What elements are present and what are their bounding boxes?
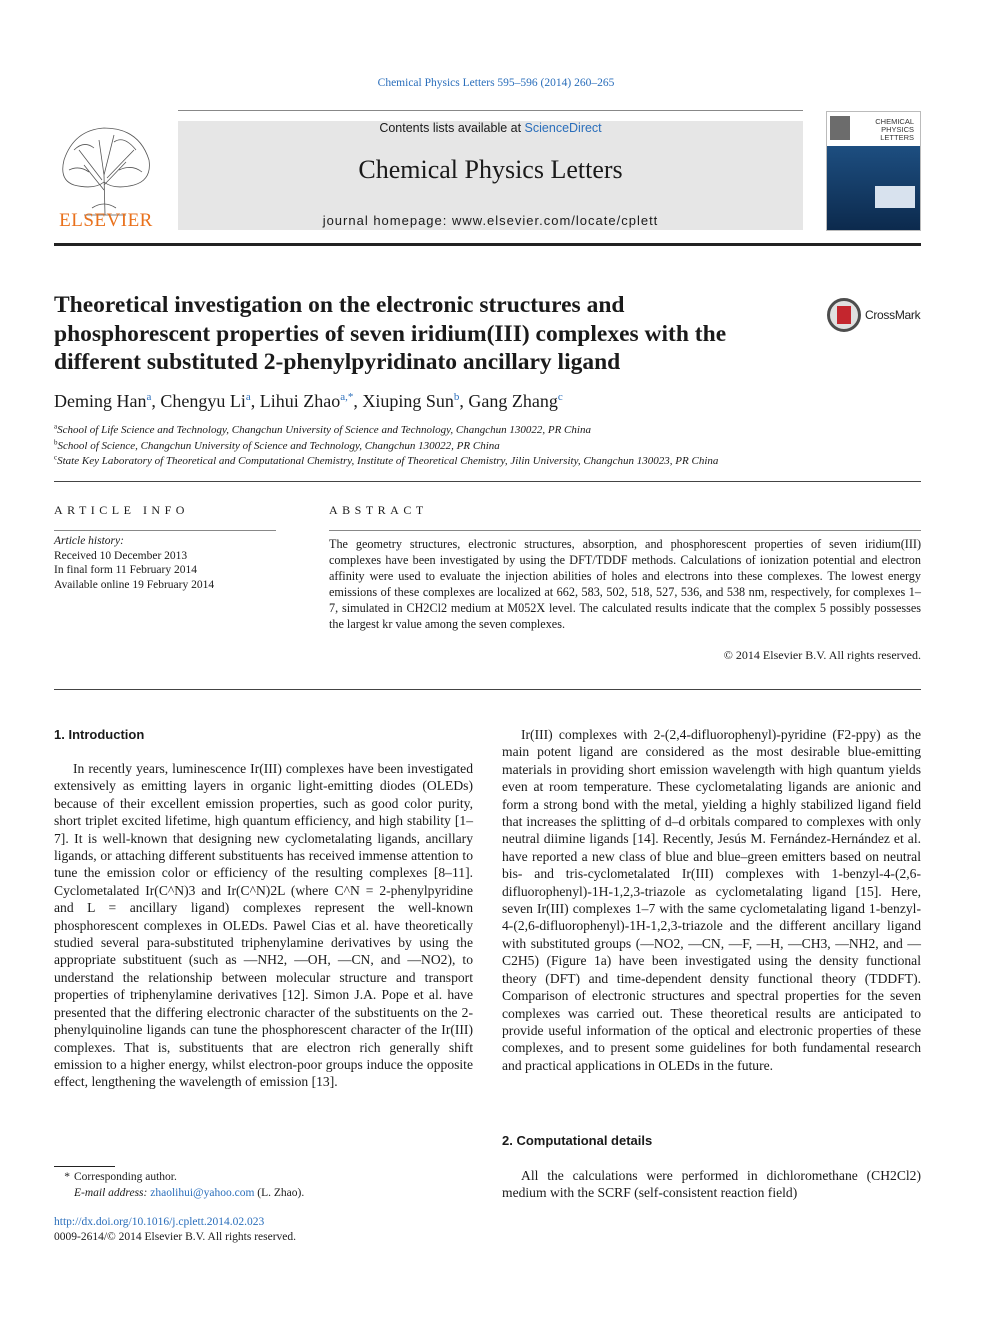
right-column (502, 726, 921, 1074)
abstract-copyright: © 2014 Elsevier B.V. All rights reserved. (723, 648, 921, 662)
affiliation-item (54, 439, 924, 455)
author-affiliation-marker[interactable]: a,* (340, 391, 354, 403)
affiliation-rule (54, 481, 921, 482)
contents-prefix: Contents lists available at (379, 121, 525, 135)
cover-logo-block (830, 116, 850, 140)
title-line: phosphorescent properties of seven iridium(III) complexes with the (54, 320, 727, 347)
doi-link[interactable]: http://dx.doi.org/10.1016/j.cplett.2014.02.023 (54, 1216, 265, 1228)
author-name[interactable]: Gang Zhang (468, 391, 558, 411)
computational-column (502, 1167, 921, 1202)
introduction-paragraph: In recently years, luminescence Ir(III) complexes have been investigated extensively as emitting layers in organic light-emitting diodes (OLEDs) because of their excellent emission properties, such as good color purity, short triplet excited lifetime, high quantum efficiency, and high stability [1–7]. It is well-known that designing new cyclometalating ligands, ancillary ligands, or attaching different substituents has received immense attention to tune the emission color or efficiency of the resulting complexes [8–11]. Cyclometalated Ir(C^N)3 and Ir(C^N)2L (where C^N = 2-phenylpyridine and L = ancillary ligand) complexes represent the well-known phosphorescent complexes in OLEDs. Pawel Cias et al. have theoretically studied several para-substituted triphenylamine derivatives by using the appropriate substituent (such as —NH2, —OH, —CN, and —NO2), to understand the relationship between molecular structure and transport properties of triphenylamine derivatives [12]. Simon J.A. Pope et al. have presented that the differing electronic character of the substituents on the 2-phenylquinoline ligands can tune the phosphorescent character of the Ir(III) complexes. That is, substituents that are electron rich generally shift emission to a higher energy, whilst electron-poor groups induce the opposite effect, lengthening the wavelength of emission [13]. (54, 761, 473, 1090)
affiliation-item (54, 454, 924, 470)
cover-title-line: LETTERS (880, 133, 914, 142)
affiliation-key: a (54, 422, 58, 431)
computational-details-heading: 2. Computational details (502, 1133, 653, 1148)
cover-title-line: PHYSICS (881, 125, 914, 134)
crossmark-badge[interactable] (827, 298, 923, 334)
journal-homepage (178, 213, 803, 228)
header-bottom-rule (54, 243, 921, 246)
author-name[interactable]: Chengyu Li (160, 391, 246, 411)
contents-available-line (178, 121, 803, 135)
abstract-bottom-rule (54, 689, 921, 690)
title-line: Theoretical investigation on the electronic structures and (54, 292, 625, 318)
header-top-rule (178, 110, 803, 111)
affiliation-text: School of Science, Changchun University of Science and Technology, Changchun 130022, PR China (57, 439, 500, 452)
history-final-form: In final form 11 February 2014 (54, 564, 197, 576)
affiliation-item (54, 423, 924, 439)
author-affiliation-marker[interactable]: b (453, 391, 460, 403)
issn-copyright: 0009-2614/© 2014 Elsevier B.V. All rights reserved. (54, 1231, 297, 1243)
homepage-prefix: journal homepage: (322, 213, 452, 228)
article-info-heading: ARTICLE INFO (54, 503, 189, 517)
introduction-heading: 1. Introduction (54, 727, 145, 742)
cover-title (875, 118, 914, 142)
history-label: Article history: (54, 535, 124, 547)
author-name[interactable]: Xiuping Sun (362, 391, 454, 411)
article-info-rule (54, 530, 276, 531)
author-name[interactable]: Deming Han (54, 391, 147, 411)
title-line: different substituted 2-phenylpyridinato ancillary ligand (54, 349, 621, 375)
article-title (54, 291, 814, 377)
author-list (54, 391, 914, 412)
journal-citation[interactable]: Chemical Physics Letters 595–596 (2014) 260–265 (377, 77, 615, 89)
journal-title: Chemical Physics Letters (358, 155, 623, 184)
homepage-url-link[interactable]: www.elsevier.com/locate/cplett (452, 213, 659, 228)
author-affiliation-marker[interactable]: c (557, 391, 563, 403)
author-name[interactable]: Lihui Zhao (259, 391, 341, 411)
author-separator: , (459, 391, 469, 411)
abstract-heading: ABSTRACT (329, 503, 428, 517)
corresponding-marker: * (64, 1171, 70, 1183)
article-history (54, 534, 284, 592)
cover-spectrum-image (875, 186, 915, 208)
corresponding-author-note (54, 1170, 484, 1185)
sciencedirect-link[interactable]: ScienceDirect (524, 121, 602, 135)
affiliation-text: State Key Laboratory of Theoretical and Computational Chemistry, Institute of Theoretical Chemistry, Jilin University, Changchun 130023, PR China (57, 455, 719, 467)
email-note (54, 1186, 484, 1201)
email-link[interactable]: zhaolihui@yahoo.com (150, 1187, 255, 1199)
affiliation-text: School of Life Science and Technology, Changchun University of Science and Technology, Changchun 130022, PR China (57, 424, 591, 436)
affiliation-key: c (54, 453, 58, 462)
author-separator: , (151, 391, 161, 411)
email-suffix: (L. Zhao). (254, 1187, 305, 1199)
history-received: Received 10 December 2013 (54, 549, 188, 562)
affiliation-key: b (54, 437, 58, 446)
elsevier-wordmark: ELSEVIER (59, 210, 153, 231)
abstract-rule (329, 530, 921, 531)
corresponding-label: Corresponding author. (74, 1171, 177, 1183)
abstract-text: The geometry structures, electronic structures, absorption, and phosphorescent properties of seven iridium(III) complexes have been investigated by using the DFT/TDDF methods. Calculations of ionization potential and electron affinity were used to evaluate the injection abilities of holes and electrons into these complexes. The lowest energy emissions of these complexes are localized at 662, 583, 502, 518, 527, 536, and 538 nm, respectively, for complexes 1–7, simulated in CH2Cl2 medium at M052X level. The calculated results indicate that the complex 5 possibly possesses the largest kr value among the seven complexes. (329, 537, 921, 631)
crossmark-label: CrossMark (865, 308, 921, 322)
footnote-rule (54, 1166, 115, 1167)
author-separator: , (250, 391, 260, 411)
introduction-column (54, 760, 473, 1091)
computational-paragraph: All the calculations were performed in dichloromethane (CH2Cl2) medium with the SCRF (self-consistent reaction field) (502, 1168, 921, 1201)
cover-title-line: CHEMICAL (875, 117, 914, 126)
crossmark-icon (827, 298, 861, 332)
introduction-paragraph: Ir(III) complexes with 2-(2,4-difluorophenyl)-pyridine (F2-ppy) as the main potent ligand are considered as the most desirable blue-emitting materials in providing short emission wavelength with high quantum yields even at room temperature. These cyclometalating ligands are anionic and form a strong bond with the metal, yielding a highly stabilized ligand field that increases the splitting of d–d orbitals compared to complexes with only neutral diimine ligands [14]. Recently, Jesús M. Fernández-Hernández et al. have reported a new class of blue and blue–green emitters based on neutral bis- and tris-cyclometalated Ir(III) complexes with 1-benzyl-4-(2,6-difluorophenyl)-1H-1,2,3-triazole as cyclometalating ligand [15]. Here, seven Ir(III) complexes 1–7 with the same cyclometalating ligand 1-benzyl-4-(2,6-difluorophenyl)-1H-1,2,3-triazole and the different ancillary ligand with substituted groups (—NO2, —CN, —F, —H, —CH3, —NH2, and —C2H5) (Figure 1a) have been investigated using the density functional theory (DFT) and time-dependent density functional theory (TDDFT). Comparison of electronic structures and spectral properties for the seven complexes was carried out. These theoretical results are anticipated to provide useful information of the optical and electronic properties of these complexes, and to present some guidelines for both fundamental research and practical applications in OLEDs in the future. (502, 727, 921, 1073)
author-affiliation-marker[interactable]: a (245, 391, 251, 403)
author-affiliation-marker[interactable]: a (146, 391, 152, 403)
history-online: Available online 19 February 2014 (54, 578, 215, 591)
affiliation-list (54, 423, 924, 470)
author-separator: , (353, 391, 363, 411)
journal-cover-thumbnail[interactable] (826, 111, 921, 231)
email-label: E-mail address: (74, 1187, 151, 1199)
